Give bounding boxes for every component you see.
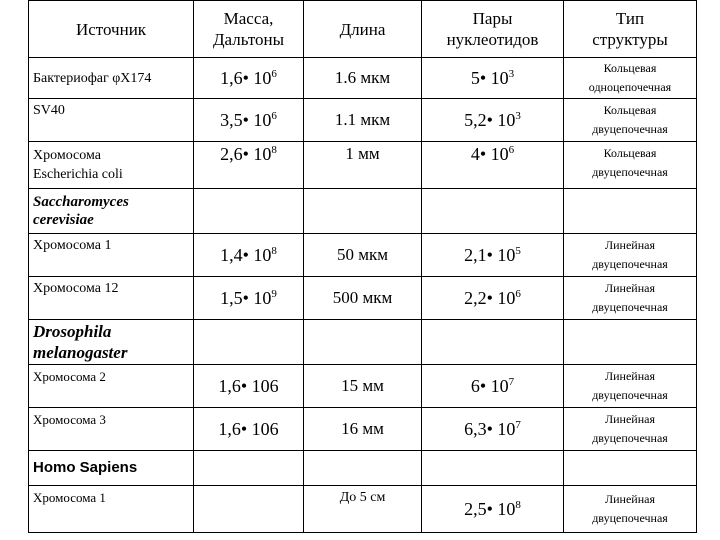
table-row-yeast-chr12 [29,277,697,320]
cell-source: SV40 [29,99,194,142]
mass-value: 1,5• 10 [220,287,272,308]
cell-empty [564,451,697,486]
cell-length: 1.6 мкм [304,58,422,99]
cell-pairs [422,58,564,99]
pairs-value: 6,3• 10 [464,418,516,439]
group-line1: Saccharomyces [33,194,129,210]
type-line1: Линейная [605,281,655,295]
cell-length: 500 мкм [304,277,422,320]
cell-empty [194,451,304,486]
pairs-exponent: 7 [508,375,515,388]
pairs-exponent: 7 [515,418,521,431]
cell-mass [194,142,304,189]
cell-length: До 5 см [304,486,422,533]
cell-empty [304,320,422,365]
cell-type [564,277,697,320]
header-length-label: Длина [339,19,386,39]
cell-type [564,408,697,451]
cell-source: Хромосома 1 [29,486,194,533]
cell-type [564,142,697,189]
cell-pairs [422,99,564,142]
type-line2: двуцепочечная [592,388,668,402]
source-line2: Escherichia coli [33,167,123,182]
group-label-yeast [29,189,194,234]
mass-value: 1,6• 10 [220,67,272,88]
type-line2: двуцепочечная [592,431,668,445]
pairs-exponent: 8 [515,498,521,511]
dna-size-table [28,0,697,533]
cell-type [564,58,697,99]
pairs-value: 5• 10 [470,67,509,88]
mass-exponent: 9 [271,287,277,300]
group-line2: cerevisiae [33,212,94,228]
cell-source: Хромосома 1 [29,234,194,277]
type-line2: двуцепочечная [592,511,668,525]
cell-mass [194,277,304,320]
cell-mass [194,99,304,142]
group-label-drosophila [29,320,194,365]
type-line1: Линейная [605,412,655,426]
cell-pairs [422,365,564,408]
cell-type [564,234,697,277]
header-pairs-label: Пары нуклеотидов [446,9,539,49]
cell-mass [194,486,304,533]
pairs-exponent: 3 [508,67,515,80]
type-line1: Кольцевая [603,61,657,75]
table-row-human-chr1 [29,486,697,533]
cell-empty [304,189,422,234]
cell-pairs [422,234,564,277]
header-row [29,1,697,58]
cell-pairs [422,142,564,189]
pairs-value: 2,1• 10 [464,244,516,265]
table-row-dros-chr3 [29,408,697,451]
cell-pairs [422,277,564,320]
header-source-label: Источник [75,19,147,39]
table-row-group-yeast [29,189,697,234]
type-line1: Кольцевая [603,103,657,117]
pairs-exponent: 6 [508,144,515,156]
cell-mass [194,58,304,99]
mass-value: 1,4• 10 [220,244,272,265]
cell-empty [422,320,564,365]
cell-length: 15 мм [304,365,422,408]
table-row-sv40 [29,99,697,142]
cell-mass: 1,6• 106 [194,365,304,408]
cell-source: Бактериофаг φX174 [29,58,194,99]
mass-exponent: 6 [271,109,277,122]
cell-length: 1 мм [304,142,422,189]
header-mass-label: Масса, Дальтоны [212,9,285,49]
cell-empty [564,189,697,234]
table-row-yeast-chr1 [29,234,697,277]
type-line2: одноцепочечная [588,80,672,94]
mass-exponent: 6 [271,67,277,80]
table-row-phage [29,58,697,99]
type-line1: Линейная [605,492,655,506]
cell-type [564,365,697,408]
cell-mass [194,234,304,277]
cell-source: Хромосома 2 [29,365,194,408]
header-source [29,1,194,58]
cell-length: 16 мм [304,408,422,451]
group-line1: Drosophila [33,322,112,341]
cell-source: Хромосома 3 [29,408,194,451]
mass-value: 2,6• 10 [220,144,272,164]
cell-length: 50 мкм [304,234,422,277]
pairs-value: 4• 10 [470,144,509,164]
type-line2: двуцепочечная [592,257,668,271]
header-type [564,1,697,58]
table-row-group-drosophila [29,320,697,365]
pairs-value: 5,2• 10 [464,109,516,130]
table-row-group-human [29,451,697,486]
table-row-dros-chr2 [29,365,697,408]
cell-empty [422,451,564,486]
group-line2: melanogaster [33,343,128,362]
type-line1: Кольцевая [603,146,657,160]
cell-mass: 1,6• 106 [194,408,304,451]
mass-value: 3,5• 10 [220,109,272,130]
type-line1: Линейная [605,369,655,383]
pairs-value: 2,5• 10 [464,498,516,519]
type-line2: двуцепочечная [592,122,668,136]
cell-empty [422,189,564,234]
cell-empty [194,189,304,234]
cell-pairs [422,486,564,533]
cell-empty [564,320,697,365]
type-line2: двуцепочечная [592,300,668,314]
table-row-ecoli [29,142,697,189]
cell-empty [304,451,422,486]
header-pairs [422,1,564,58]
source-line1: Хромосома [33,148,101,163]
cell-pairs [422,408,564,451]
cell-source [29,142,194,189]
mass-exponent: 8 [271,244,277,257]
header-mass [194,1,304,58]
pairs-value: 6• 10 [470,375,509,396]
group-label-human: Homo Sapiens [29,451,194,486]
pairs-exponent: 5 [515,244,521,257]
type-line1: Линейная [605,238,655,252]
cell-length: 1.1 мкм [304,99,422,142]
pairs-value: 2,2• 10 [464,287,516,308]
header-type-label: Тип структуры [592,9,668,49]
cell-type [564,486,697,533]
cell-type [564,99,697,142]
pairs-exponent: 6 [515,287,521,300]
cell-empty [194,320,304,365]
cell-source: Хромосома 12 [29,277,194,320]
header-length [304,1,422,58]
type-line2: двуцепочечная [592,165,668,179]
mass-exponent: 8 [271,144,277,156]
pairs-exponent: 3 [515,109,521,122]
